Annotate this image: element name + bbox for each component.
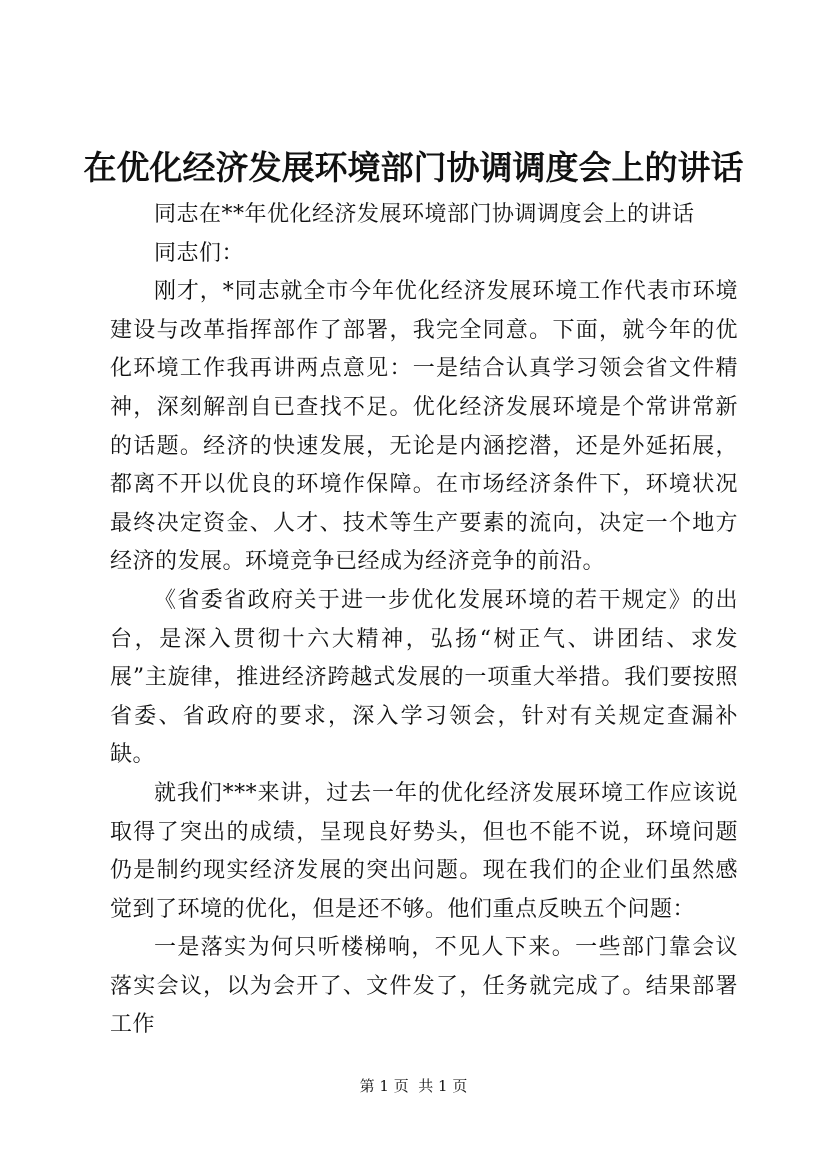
body-paragraph: 刚才，*同志就全市今年优化经济发展环境工作代表市环境建设与改革指挥部作了部署，我完全同意。下面，就今年的优化环境工作我再讲两点意见：一是结合认真学习领会省文件精神，深刻解剖自已查找不足。优化经济发展环境是个常讲常新的话题。经济的快速发展，无论是内涵挖潜，还是外延拓展，都离不开以优良的环境作保障。在市场经济条件下，环境状况最终决定资金、人才、技术等生产要素的流向，决定一个地方经济的发展。环境竞争已经成为经济竞争的前沿。 [110,279,738,575]
page-footer: 第 1 页 共 1 页 [359,1077,468,1095]
body-paragraph: 《省委省政府关于进一步优化发展环境的若干规定》的出台，是深入贯彻十六大精神，弘扬“树正气、讲团结、求发展”主旋律，推进经济跨越式发展的一项重大举措。我们要按照省委、省政府的要求，深入学习领会，针对有关规定查漏补缺。 [110,587,738,768]
document-title: 在优化经济发展环境部门协调调度会上的讲话 [83,148,744,187]
salutation-paragraph: 同志们： [154,240,245,266]
subtitle-paragraph: 同志在**年优化经济发展环境部门协调调度会上的讲话 [154,202,695,227]
body-paragraph: 一是落实为何只听楼梯响，不见人下来。一些部门靠会议落实会议，以为会开了、文件发了，任务就完成了。结果部署工作 [110,935,738,1038]
body-paragraph: 就我们***来讲，过去一年的优化经济发展环境工作应该说取得了突出的成绩，呈现良好势头，但也不能不说，环境问题仍是制约现实经济发展的突出问题。现在我们的企业们虽然感觉到了环境的优化，但是还不够。他们重点反映五个问题： [110,780,738,922]
document-body [110,196,738,1045]
